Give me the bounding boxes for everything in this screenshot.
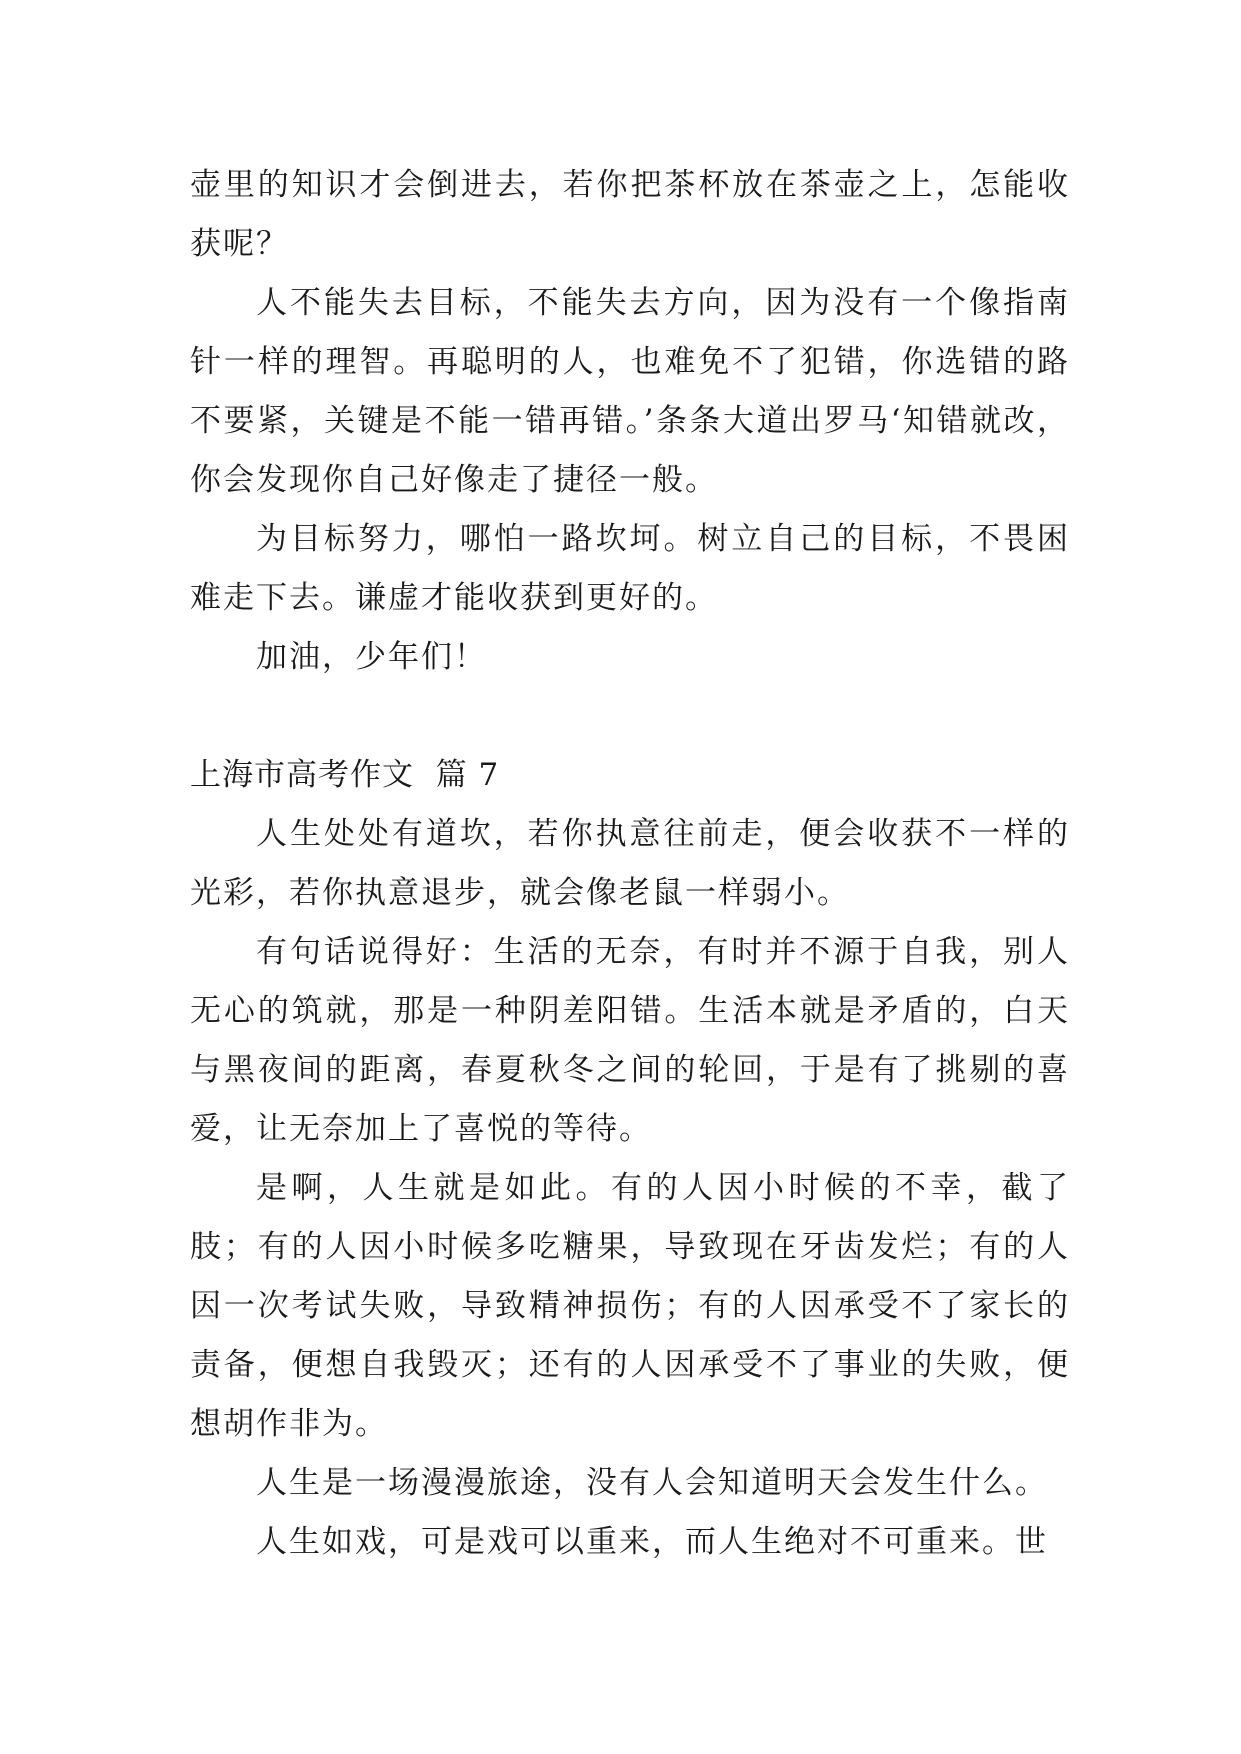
section-heading: 上海市高考作文 篇 7 (190, 757, 500, 793)
document-body (190, 156, 1070, 1572)
paragraph: 人生是一场漫漫旅途，没有人会知道明天会发生什么。 (256, 1465, 1048, 1501)
paragraph: 加油，少年们！ (256, 639, 487, 675)
paragraph-truncated: 人生如戏，可是戏可以重来，而人生绝对不可重来。世 (256, 1524, 1048, 1560)
paragraph-continuation: 壶里的知识才会倒进去，若你把茶杯放在茶壶之上，怎能收获呢？ (190, 167, 1070, 262)
paragraph: 是啊，人生就是如此。有的人因小时候的不幸，截了肢；有的人因小时候多吃糖果，导致现在牙齿发烂；有的人因一次考试失败，导致精神损伤；有的人因承受不了家长的责备，便想自我毁灭；还有的人因承受不了事业的失败，便想胡作非为。 (190, 1170, 1070, 1442)
paragraph: 人生处处有道坎，若你执意往前走，便会收获不一样的光彩，若你执意退步，就会像老鼠一样弱小。 (190, 816, 1070, 911)
paragraph: 有句话说得好：生活的无奈，有时并不源于自我，别人无心的筑就，那是一种阴差阳错。生活本就是矛盾的，白天与黑夜间的距离，春夏秋冬之间的轮回，于是有了挑剔的喜爱，让无奈加上了喜悦的等待。 (190, 934, 1070, 1147)
paragraph: 为目标努力，哪怕一路坎坷。树立自己的目标，不畏困难走下去。谦虚才能收获到更好的。 (190, 521, 1070, 616)
paragraph: 人不能失去目标，不能失去方向，因为没有一个像指南针一样的理智。再聪明的人，也难免不了犯错，你选错的路不要紧，关键是不能一错再错。’条条大道出罗马‘知错就改，你会发现你自己好像走了捷径一般。 (190, 285, 1070, 498)
section-spacer (190, 687, 1070, 746)
